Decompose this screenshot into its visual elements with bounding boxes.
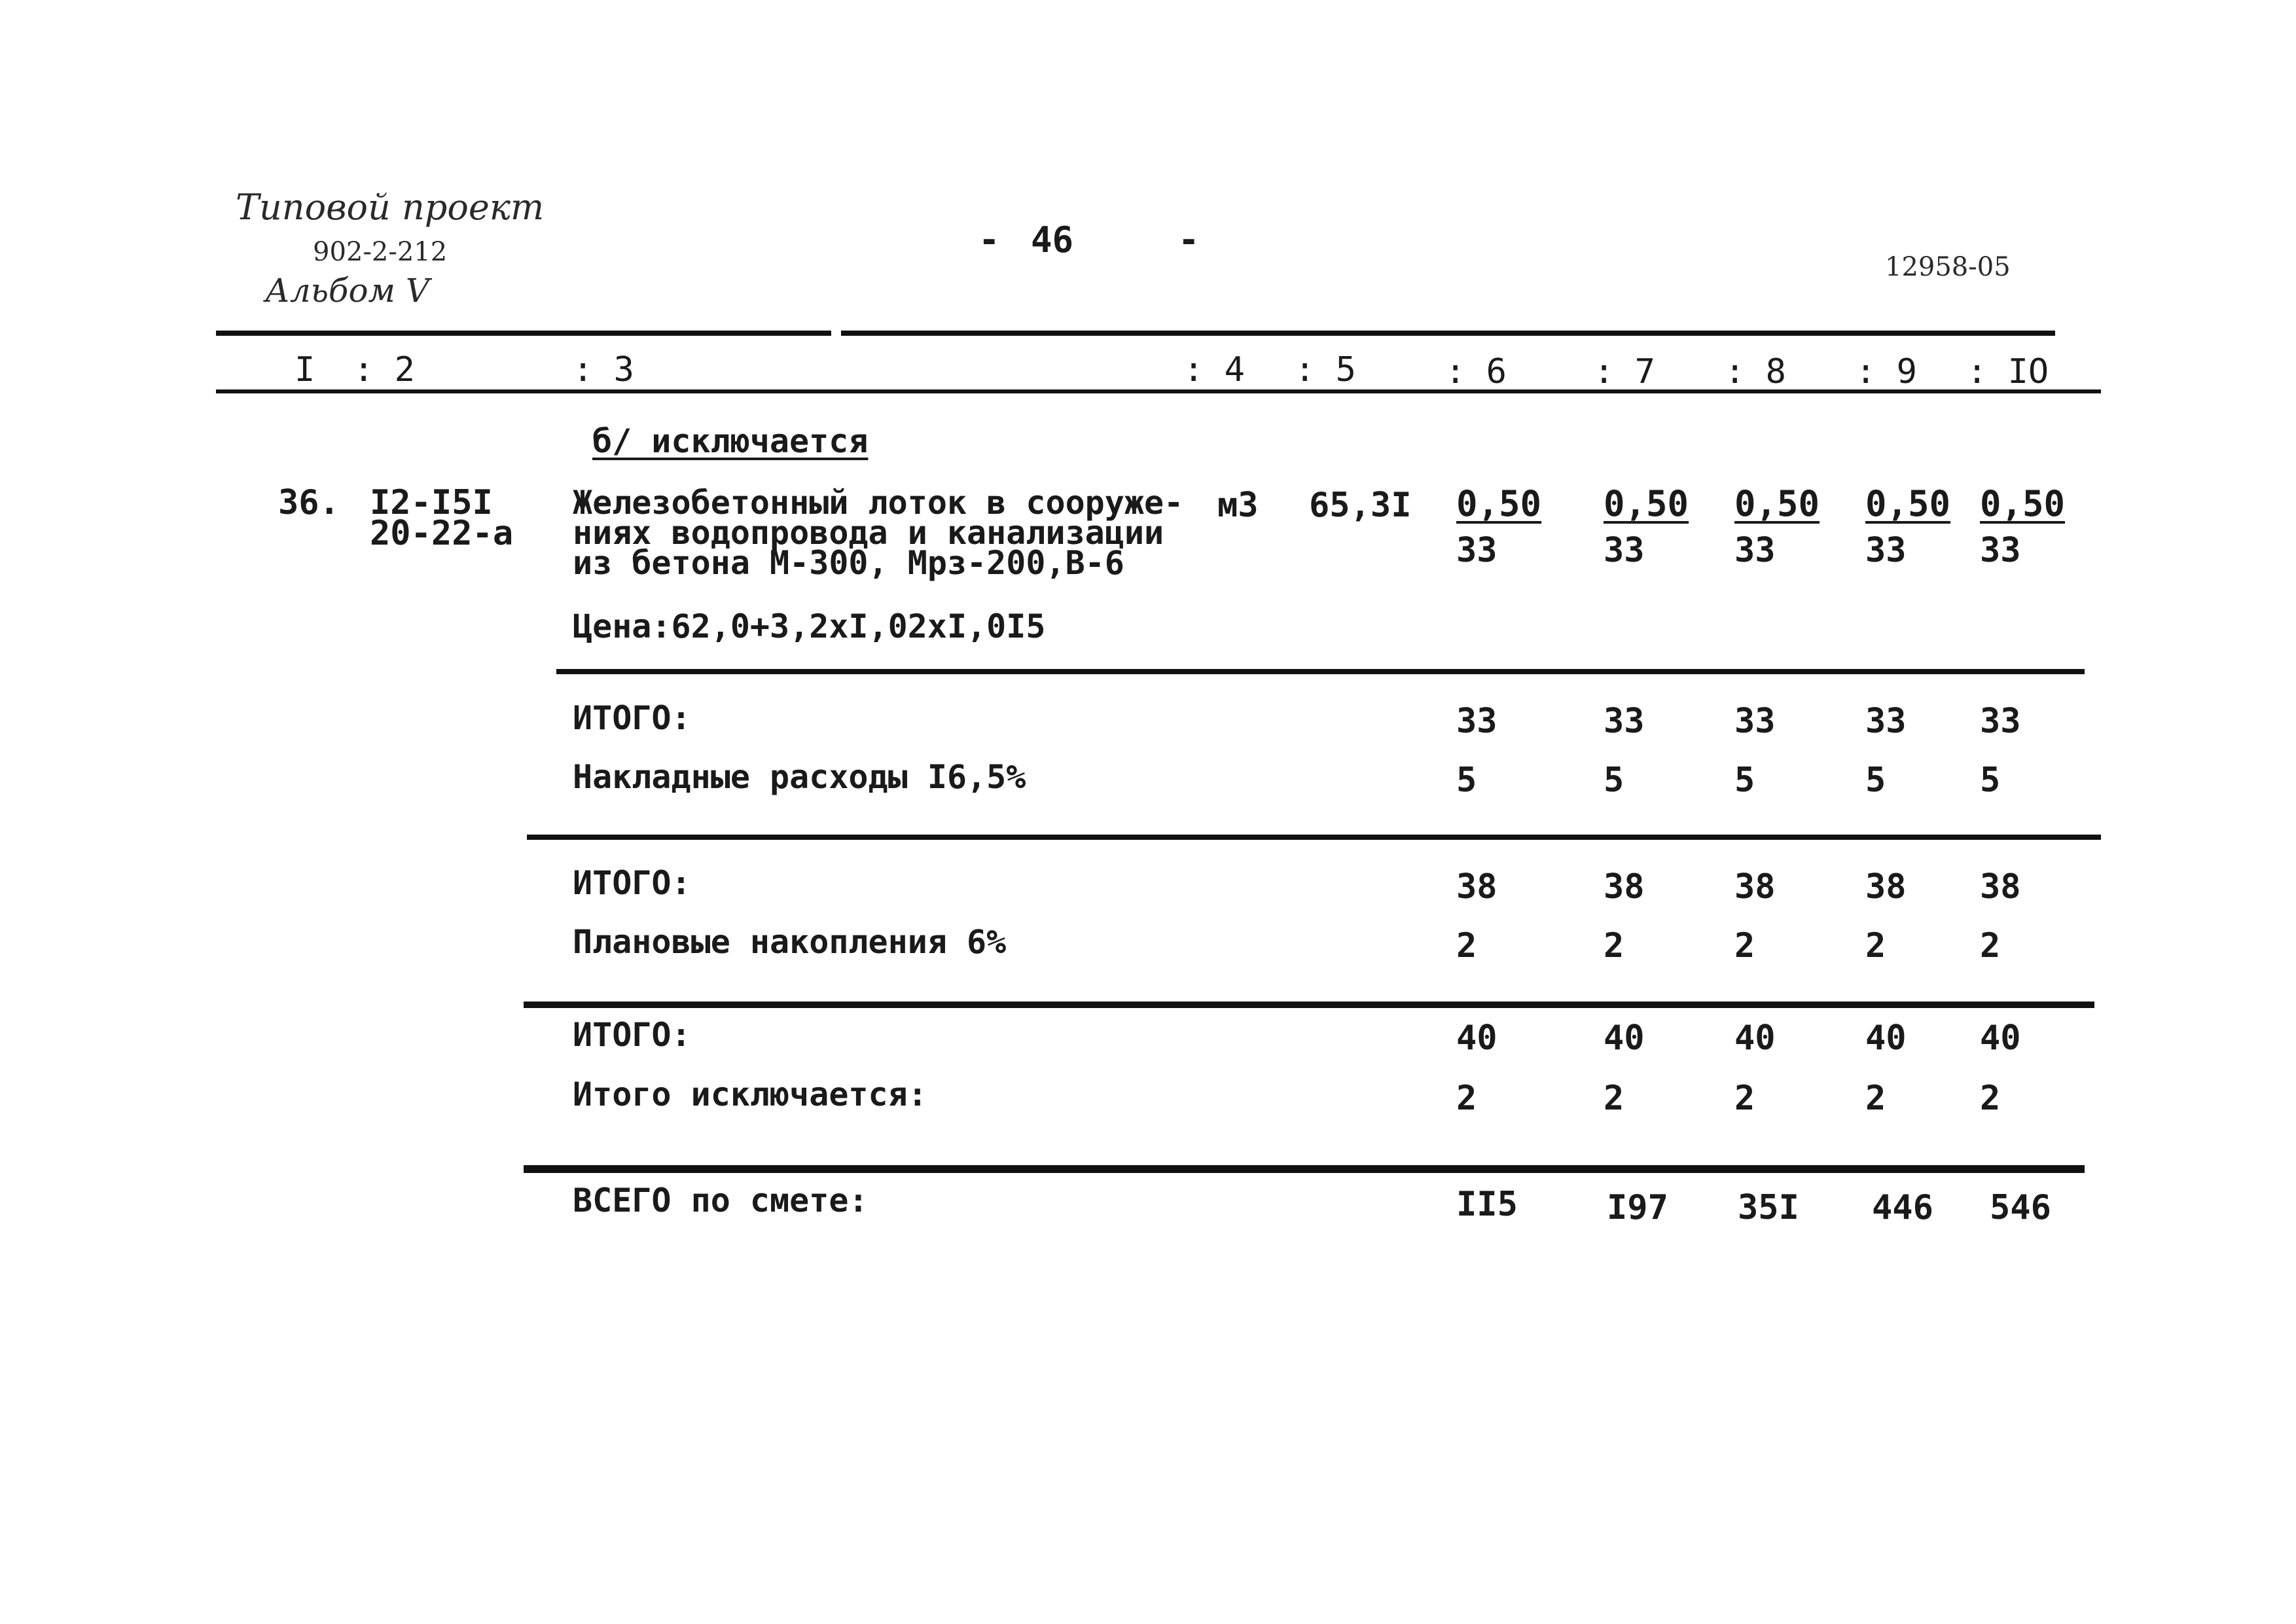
- item-value-col10: [1980, 483, 2111, 570]
- page-number: 46: [1031, 219, 1074, 261]
- summary-value: 33: [1865, 702, 1907, 741]
- item-code-line2: 20-22-а: [370, 514, 514, 553]
- header-rule-bottom: [216, 389, 2101, 393]
- summary-value: 40: [1456, 1019, 1498, 1058]
- item-code-line1: I2-I5I: [370, 483, 493, 522]
- summary-value: 2: [1980, 926, 2001, 965]
- item-quantity: 0,50: [1734, 483, 1820, 524]
- summary-value: 40: [1980, 1019, 2021, 1058]
- item-cost: 33: [1604, 531, 1645, 570]
- item-quantity: 0,50: [1980, 483, 2066, 524]
- summary-rule-1: [556, 669, 2085, 674]
- summary-value: 2: [1734, 926, 1755, 965]
- summary-label: Плановые накопления 6%: [573, 923, 1007, 961]
- item-number: 36.: [278, 483, 340, 522]
- column-header-1: I: [295, 350, 315, 389]
- item-price-formula: Цена:62,0+3,2хI,02хI,0I5: [573, 607, 1046, 645]
- project-number: 902-2-212: [313, 237, 448, 267]
- summary-value: 33: [1604, 702, 1645, 741]
- item-value-col6: [1456, 483, 1587, 570]
- summary-value: 2: [1865, 1079, 1886, 1118]
- page-dash-right: -: [1178, 219, 1200, 261]
- column-header-9: : 9: [1856, 352, 1917, 391]
- section-title: б/ исключается: [592, 422, 869, 460]
- header-rule-top-left: [216, 331, 831, 336]
- summary-label: ИТОГО:: [573, 1016, 691, 1054]
- item-value-col9: [1865, 483, 1996, 570]
- summary-value: 33: [1456, 702, 1498, 741]
- grand-total-value: II5: [1456, 1185, 1518, 1224]
- summary-value: 38: [1734, 867, 1776, 907]
- summary-value: 5: [1456, 761, 1477, 800]
- item-quantity: 0,50: [1456, 483, 1542, 524]
- item-price: 65,3I: [1309, 486, 1412, 525]
- item-cost: 33: [1865, 531, 1907, 570]
- summary-value: 5: [1980, 761, 2001, 800]
- column-header-8: : 8: [1725, 352, 1786, 391]
- item-unit: м3: [1217, 486, 1259, 525]
- summary-label: ИТОГО:: [573, 864, 691, 902]
- column-header-4: : 4: [1183, 350, 1245, 389]
- item-quantity: 0,50: [1604, 483, 1689, 524]
- summary-label: ИТОГО:: [573, 699, 691, 737]
- column-header-10: : IO: [1967, 352, 2049, 391]
- item-quantity: 0,50: [1865, 483, 1951, 524]
- summary-value: 2: [1604, 1079, 1624, 1118]
- summary-value: 5: [1865, 761, 1886, 800]
- summary-rule-2: [527, 835, 2101, 840]
- summary-label: Итого исключается:: [573, 1075, 927, 1113]
- item-cost: 33: [1734, 531, 1776, 570]
- document-code: 12958-05: [1885, 252, 2011, 282]
- column-header-3: : 3: [573, 350, 634, 389]
- summary-value: 38: [1456, 867, 1498, 907]
- column-header-7: : 7: [1594, 352, 1655, 391]
- grand-total-value: 446: [1872, 1188, 1933, 1227]
- summary-value: 33: [1734, 702, 1776, 741]
- page-dash-left: -: [978, 219, 1000, 261]
- item-description-line1: Железобетонный лоток в сооруже-: [573, 484, 1184, 522]
- summary-value: 2: [1734, 1079, 1755, 1118]
- item-value-col8: [1734, 483, 1865, 570]
- summary-value: 38: [1980, 867, 2021, 907]
- summary-value: 40: [1604, 1019, 1645, 1058]
- grand-total-value: I97: [1607, 1188, 1668, 1227]
- project-title: Типовой проект: [236, 187, 545, 228]
- summary-value: 5: [1734, 761, 1755, 800]
- summary-value: 2: [1456, 1079, 1477, 1118]
- summary-value: 2: [1604, 926, 1624, 965]
- column-header-2: : 2: [353, 350, 415, 389]
- grand-total-value: 35I: [1738, 1188, 1799, 1227]
- summary-value: 2: [1456, 926, 1477, 965]
- summary-value: 2: [1980, 1079, 2001, 1118]
- album-label: Альбом V: [265, 272, 430, 310]
- summary-value: 5: [1604, 761, 1624, 800]
- summary-value: 2: [1865, 926, 1886, 965]
- item-cost: 33: [1456, 531, 1498, 570]
- summary-value: 38: [1865, 867, 1907, 907]
- header-rule-top-right: [841, 331, 2055, 336]
- grand-total-rule: [524, 1165, 2085, 1173]
- column-header-6: : 6: [1445, 352, 1507, 391]
- column-header-5: : 5: [1295, 350, 1356, 389]
- grand-total-value: 546: [1990, 1188, 2051, 1227]
- item-value-col7: [1604, 483, 1734, 570]
- summary-value: 38: [1604, 867, 1645, 907]
- summary-rule-3: [524, 1001, 2094, 1008]
- summary-value: 40: [1865, 1019, 1907, 1058]
- item-cost: 33: [1980, 531, 2021, 570]
- item-description-line2: ниях водопровода и канализации: [573, 514, 1164, 552]
- summary-value: 40: [1734, 1019, 1776, 1058]
- item-description-line3: из бетона М-300, Мрз-200,В-6: [573, 544, 1124, 582]
- summary-value: 33: [1980, 702, 2021, 741]
- grand-total-label: ВСЕГО по смете:: [573, 1182, 869, 1219]
- summary-label: Накладные расходы I6,5%: [573, 758, 1026, 796]
